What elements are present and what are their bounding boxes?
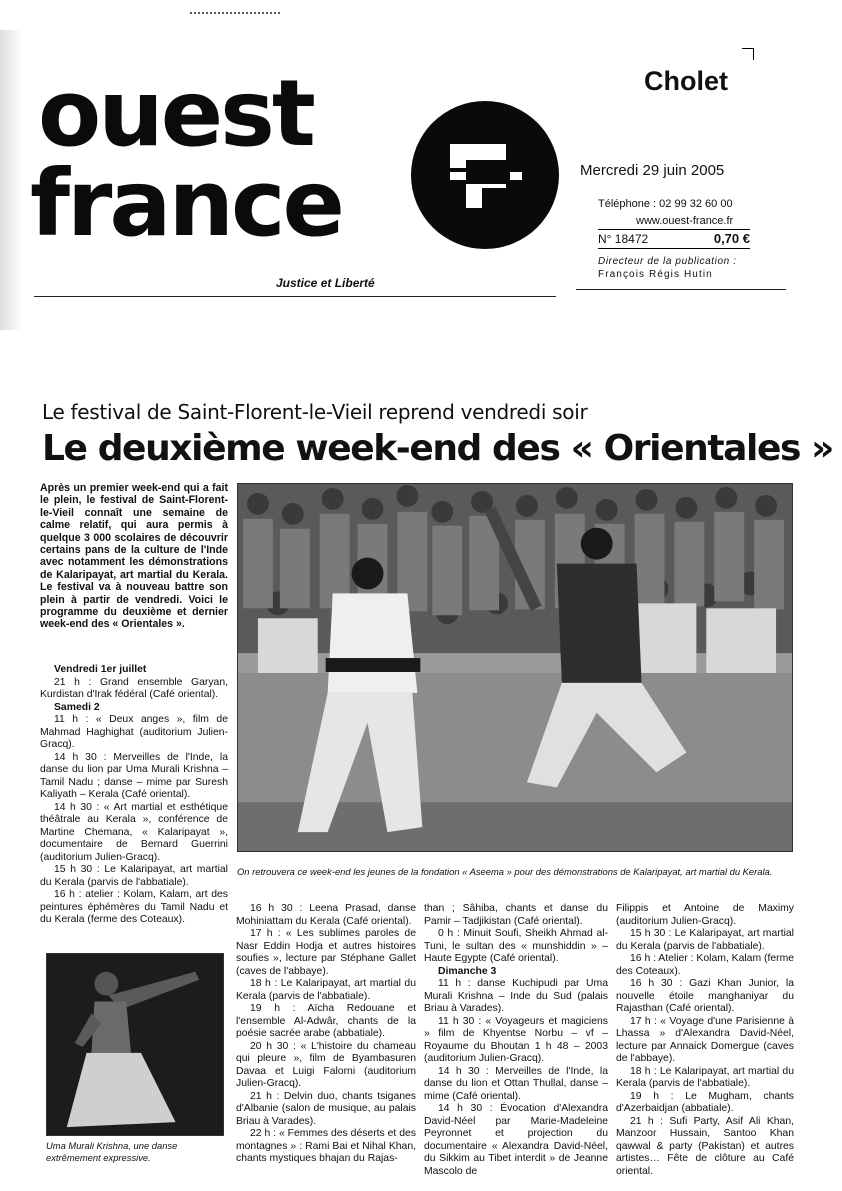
program-entry: 19 h : Aïcha Redouane et l'ensemble Al-Adwâr, chants de la poésie sacrée arabe (abbatiale). <box>236 1003 416 1039</box>
article-headline: Le deuxième week-end des « Orientales » <box>42 428 834 469</box>
program-column-4 <box>616 903 794 1178</box>
dancer-photo <box>46 953 224 1136</box>
program-entry: 17 h : « Les sublimes paroles de Nasr Eddin Hodja et autres histoires soufies », lecture par Stéphane Gallet (caves de l'abbaye). <box>236 928 416 977</box>
program-entry: 14 h 30 : Merveilles de l'Inde, la danse du lion par Uma Murali Krishna – Tamil Nadu ; danse – mime par Suresh Kaliyath – Kerala (Café oriental). <box>40 751 228 800</box>
program-entry: 21 h : Delvin duo, chants tsiganes d'Albanie (salon de musique, au palais Briau à Varades). <box>236 1090 416 1127</box>
price: 0,70 € <box>713 231 750 246</box>
article-intro: Après un premier week-end qui a fait le plein, le festival de Saint-Florent-le-Vieil connaît une semaine de calme relatif, qui aura permis à quelque 3 000 scolaires de découvrir certains pans de la culture de l'Inde avec notamment les démonstrations de Kalaripayat, art martial du Kerala. Le festival va à nouveau battre son plein à partir de vendredi. Voici le programme du deuxième et dernier week-end des « Orientales ». <box>40 482 228 631</box>
program-entry: 0 h : Minuit Soufi, Sheikh Ahmad al-Tuni, le sultan des « munshiddin » – Haute Egypte (Café oriental). <box>424 928 608 964</box>
program-entry: 16 h 30 : Gazi Khan Junior, la nouvelle étoile manghaniyar du Rajasthan (Café oriental). <box>616 978 794 1014</box>
program-entry: 11 h 30 : « Voyageurs et magiciens » film de Khyentse Norbu – vf – Royaume du Bhoutan 1 h 48 – 2003 (auditorium Julien-Gracq). <box>424 1015 608 1064</box>
program-entry: 15 h 30 : Le Kalaripayat, art martial du Kerala (parvis de l'abbatiale). <box>40 864 228 888</box>
program-entry: 18 h : Le Kalaripayat, art martial du Kerala (parvis de l'abbatiale). <box>616 1065 794 1089</box>
day-heading-saturday: Samedi 2 <box>54 701 100 713</box>
logo-circle-icon <box>410 100 560 250</box>
corner-crop-mark <box>742 48 754 60</box>
page-fold-shadow <box>0 30 22 330</box>
issue-price-row <box>598 229 750 249</box>
publication-date: Mercredi 29 juin 2005 <box>580 162 725 179</box>
day-heading-sunday: Dimanche 3 <box>438 965 497 977</box>
program-entry: 18 h : Le Kalaripayat, art martial du Kerala (parvis de l'abbatiale). <box>236 978 416 1002</box>
newspaper-motto: Justice et Liberté <box>276 276 375 290</box>
phone-number: Téléphone : 02 99 32 60 00 <box>598 198 733 210</box>
program-column-1 <box>40 664 228 927</box>
website-url: www.ouest-france.fr <box>636 215 734 227</box>
program-entry: 11 h : danse Kuchipudi par Uma Murali Krishna – Inde du Sud (palais Briau à Varades). <box>424 978 608 1014</box>
scan-edge-marks <box>190 12 280 18</box>
masthead-rule-right <box>576 289 786 290</box>
bleed-through-marks <box>30 985 40 1035</box>
logo-wordmark-ouest: ouest <box>38 60 313 167</box>
masthead-rule-left <box>34 296 556 297</box>
program-entry: 16 h : atelier : Kolam, Kalam, art des peintures éphémères du Tamil Nadu et du Kerala (ferme des Coteaux). <box>40 889 228 925</box>
program-continuation: than ; Sâhiba, chants et danse du Pamir – Tadjikistan (Café oriental). <box>424 903 608 927</box>
program-entry: 16 h 30 : Leena Prasad, danse Mohiniattam du Kerala (Café oriental). <box>236 903 416 927</box>
program-entry: 16 h : Atelier : Kolam, Kalam (ferme des Coteaux). <box>616 953 795 977</box>
day-heading-friday: Vendredi 1er juillet <box>54 664 147 675</box>
photo-caption: On retrouvera ce week-end les jeunes de la fondation « Aseema » pour des démonstrations de Kalaripayat, art martial du Kerala. <box>237 866 773 877</box>
program-entry: 21 h : Grand ensemble Garyan, Kurdistan d'Irak fédéral (Café oriental). <box>40 676 228 700</box>
program-column-2 <box>236 903 416 1166</box>
director-label: Directeur de la publication : <box>598 256 737 267</box>
issue-number: N° 18472 <box>598 232 649 246</box>
program-entry: 14 h 30 : « Art martial et esthétique théâtrale au Kerala », conférence de Martine Chemana, « Kalaripayat », documentaire de Bernard Guerrini (auditorium Julien-Gracq). <box>40 801 228 863</box>
logo-wordmark-france: france <box>30 150 342 257</box>
dancer-photo-caption: Uma Murali Krishna, une danse extrêmement expressive. <box>46 1140 178 1163</box>
program-entry: 22 h : « Femmes des déserts et des montagnes » : Rami Bai et Nihal Khan, chants mystiques bhajan du Rajas- <box>236 1128 416 1164</box>
director-name: François Régis Hutin <box>598 269 713 280</box>
program-entry: 14 h 30 : Évocation d'Alexandra David-Néel par Marie-Madeleine Peyronnet et projection du documentaire « Alexandra David-Néel, du Sikkim au Tibet interdit » de Jeanne Mascolo de <box>424 1103 608 1177</box>
program-entry: 20 h 30 : « L'histoire du chameau qui pleure », film de Byambasuren Davaa et Luigi Falorni (auditorium Julien-Gracq). <box>236 1040 416 1089</box>
program-column-3 <box>424 903 608 1178</box>
edition-name: Cholet <box>644 66 728 96</box>
kalaripayat-photo <box>237 483 793 852</box>
program-entry: 15 h 30 : Le Kalaripayat, art martial du Kerala (parvis de l'abbatiale). <box>616 928 794 952</box>
program-entry: 17 h : « Voyage d'une Parisienne à Lhassa » d'Alexandra David-Néel, lecture par Annaick Domergue (caves de l'abbaye). <box>616 1015 794 1064</box>
program-continuation: Filippis et Antoine de Maximy (auditorium Julien-Gracq). <box>616 903 794 927</box>
program-entry: 21 h : Sufi Party, Asif Ali Khan, Manzoor Hussain, Santoo Khan qawwal & party (Pakistan) et autres artistes… Fête de clôture au Café oriental. <box>616 1115 794 1177</box>
program-entry: 11 h : « Deux anges », film de Mahmad Haghighat (auditorium Julien-Gracq). <box>40 714 228 750</box>
program-entry: 14 h 30 : Merveilles de l'Inde, la danse du lion et Ottan Thullal, danse – mime (Café oriental). <box>424 1065 608 1102</box>
program-entry: 19 h : Le Mugham, chants d'Azerbaidjan (abbatiale). <box>616 1090 794 1114</box>
article-kicker: Le festival de Saint-Florent-le-Vieil reprend vendredi soir <box>42 400 588 424</box>
